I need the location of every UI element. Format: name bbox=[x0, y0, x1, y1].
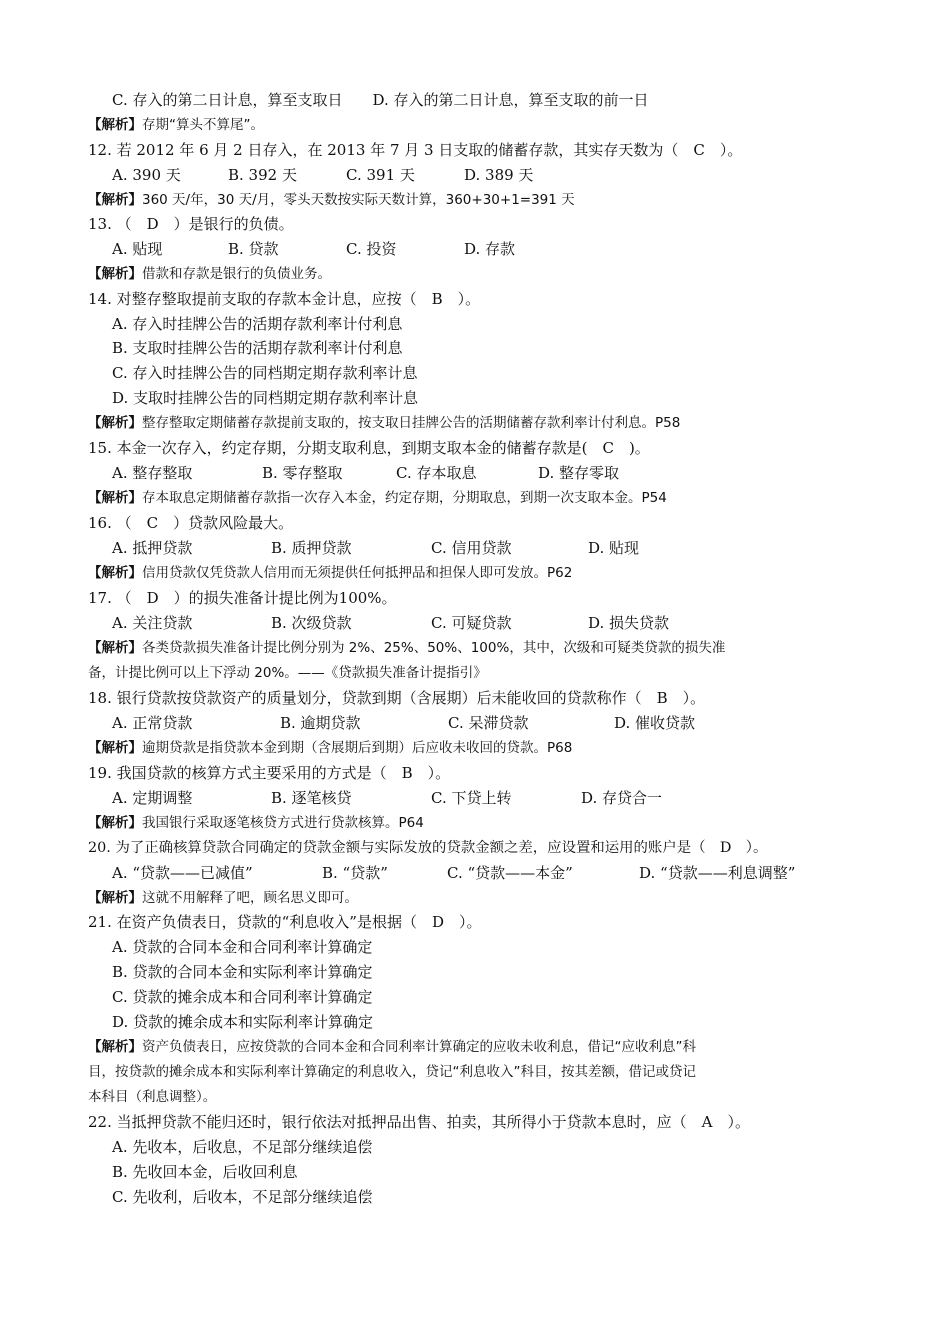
q12-options bbox=[112, 163, 902, 187]
q20-explanation: 【解析】这就不用解释了吧，顾名思义即可。 bbox=[88, 890, 358, 906]
option-d: D. 存款 bbox=[464, 240, 516, 258]
q18-options bbox=[112, 711, 902, 735]
option-c: C. “贷款——本金” bbox=[447, 864, 573, 882]
q17-explanation-cont: 备，计提比例可以上下浮动 20%。——《贷款损失准备计提指引》 bbox=[88, 665, 487, 681]
q11-explanation: 【解析】存期“算头不算尾”。 bbox=[88, 117, 264, 133]
q13-options bbox=[112, 237, 902, 261]
q14-option-a: A. 存入时挂牌公告的活期存款利率计付利息 bbox=[112, 315, 403, 333]
option-a: A. 整存整取 bbox=[112, 464, 193, 482]
q21-stem: 21. 在资产负债表日，贷款的“利息收入”是根据（ D ）。 bbox=[88, 913, 482, 931]
option-b: B. 392 天 bbox=[228, 166, 297, 184]
q18-explanation: 【解析】逾期贷款是指贷款本金到期（含展期后到期）后应收未收回的贷款。P68 bbox=[88, 740, 573, 756]
q16-explanation: 【解析】信用贷款仅凭贷款人信用而无须提供任何抵押品和担保人即可发放。P62 bbox=[88, 565, 573, 581]
q14-option-b: B. 支取时挂牌公告的活期存款利率计付利息 bbox=[112, 339, 403, 357]
q16-options bbox=[112, 536, 902, 560]
q19-explanation: 【解析】我国银行采取逐笔核贷方式进行贷款核算。P64 bbox=[88, 815, 424, 831]
q17-explanation: 【解析】各类贷款损失准备计提比例分别为 2%、25%、50%、100%，其中，次级和可疑类贷款的损失准 bbox=[88, 640, 726, 656]
option-b: B. 逾期贷款 bbox=[280, 714, 361, 732]
q21-option-d: D. 贷款的摊余成本和实际利率计算确定 bbox=[112, 1013, 374, 1031]
option-a: A. “贷款——已减值” bbox=[112, 864, 253, 882]
q14-explanation: 【解析】整存整取定期储蓄存款提前支取的，按支取日挂牌公告的活期储蓄存款利率计付利息。P58 bbox=[88, 415, 681, 431]
q22-stem: 22. 当抵押贷款不能归还时，银行依法对抵押品出售、拍卖，其所得小于贷款本息时，应（ A ）。 bbox=[88, 1113, 750, 1131]
q12-stem: 12. 若 2012 年 6 月 2 日存入，在 2013 年 7 月 3 日支取的储蓄存款，其实存天数为（ C ）。 bbox=[88, 141, 743, 159]
option-b: B. 逐笔核贷 bbox=[271, 789, 352, 807]
option-c: C. 391 天 bbox=[346, 166, 415, 184]
q16-stem: 16. （ C ）贷款风险最大。 bbox=[88, 514, 294, 532]
q22-option-c: C. 先收利，后收本，不足部分继续追偿 bbox=[112, 1188, 373, 1206]
q13-explanation: 【解析】借款和存款是银行的负债业务。 bbox=[88, 266, 331, 282]
q21-option-c: C. 贷款的摊余成本和合同利率计算确定 bbox=[112, 988, 373, 1006]
q21-option-a: A. 贷款的合同本金和合同利率计算确定 bbox=[112, 938, 373, 956]
q14-stem: 14. 对整存整取提前支取的存款本金计息，应按（ B ）。 bbox=[88, 290, 481, 308]
option-d: D. 贴现 bbox=[588, 539, 640, 557]
option-b: B. 次级贷款 bbox=[271, 614, 352, 632]
option-c: C. 呆滞贷款 bbox=[448, 714, 529, 732]
option-b: B. 质押贷款 bbox=[271, 539, 352, 557]
q14-option-d: D. 支取时挂牌公告的同档期定期存款利率计息 bbox=[112, 389, 419, 407]
option-c: C. 投资 bbox=[346, 240, 397, 258]
q22-option-b: B. 先收回本金，后收回利息 bbox=[112, 1163, 298, 1181]
option-c: C. 存本取息 bbox=[396, 464, 477, 482]
q19-stem: 19. 我国贷款的核算方式主要采用的方式是（ B ）。 bbox=[88, 764, 451, 782]
q13-stem: 13. （ D ）是银行的负债。 bbox=[88, 215, 294, 233]
q11-options-cd: C. 存入的第二日计息，算至支取日 D. 存入的第二日计息，算至支取的前一日 bbox=[112, 91, 649, 109]
q14-option-c: C. 存入时挂牌公告的同档期定期存款利率计息 bbox=[112, 364, 418, 382]
q15-explanation: 【解析】存本取息定期储蓄存款指一次存入本金，约定存期，分期取息，到期一次支取本金。P54 bbox=[88, 490, 667, 506]
option-a: A. 贴现 bbox=[112, 240, 163, 258]
option-a: A. 定期调整 bbox=[112, 789, 193, 807]
q15-options bbox=[112, 461, 902, 485]
q12-explanation: 【解析】360 天/年，30 天/月，零头天数按实际天数计算，360+30+1=391 天 bbox=[88, 192, 575, 208]
q21-option-b: B. 贷款的合同本金和实际利率计算确定 bbox=[112, 963, 373, 981]
explanation-tag: 【解析】 bbox=[88, 117, 142, 133]
option-a: A. 关注贷款 bbox=[112, 614, 193, 632]
option-d: D. 存贷合一 bbox=[581, 789, 663, 807]
q18-stem: 18. 银行贷款按贷款资产的质量划分，贷款到期（含展期）后未能收回的贷款称作（ B ）。 bbox=[88, 689, 706, 707]
q21-explanation-cont-1: 目，按贷款的摊余成本和实际利率计算确定的利息收入，贷记“利息收入”科目，按其差额，借记或贷记 bbox=[88, 1064, 696, 1080]
q21-explanation-cont-2: 本科目（利息调整）。 bbox=[88, 1089, 217, 1105]
q17-options bbox=[112, 611, 902, 635]
option-d: D. 389 天 bbox=[464, 166, 534, 184]
q17-stem: 17. （ D ）的损失准备计提比例为100%。 bbox=[88, 589, 397, 607]
option-c: C. 信用贷款 bbox=[431, 539, 512, 557]
q21-explanation: 【解析】资产负债表日，应按贷款的合同本金和合同利率计算确定的应收未收利息，借记“应收利息”科 bbox=[88, 1039, 696, 1055]
q22-option-a: A. 先收本，后收息，不足部分继续追偿 bbox=[112, 1138, 373, 1156]
option-d: D. 催收贷款 bbox=[614, 714, 696, 732]
option-a: A. 抵押贷款 bbox=[112, 539, 193, 557]
q20-stem: 20. 为了正确核算贷款合同确定的贷款金额与实际发放的贷款金额之差，应设置和运用的账户是（ D ）。 bbox=[88, 840, 768, 856]
option-d: D. “贷款——利息调整” bbox=[639, 864, 796, 882]
option-d: D. 损失贷款 bbox=[588, 614, 670, 632]
option-a: A. 正常贷款 bbox=[112, 714, 193, 732]
option-b: B. 零存整取 bbox=[262, 464, 343, 482]
option-c: C. 可疑贷款 bbox=[431, 614, 512, 632]
option-a: A. 390 天 bbox=[112, 166, 181, 184]
option-b: B. 贷款 bbox=[228, 240, 279, 258]
q20-options bbox=[112, 861, 902, 885]
q15-stem: 15. 本金一次存入，约定存期，分期支取利息，到期支取本金的储蓄存款是( C )。 bbox=[88, 439, 650, 457]
option-c: C. 下贷上转 bbox=[431, 789, 512, 807]
option-b: B. “贷款” bbox=[322, 864, 388, 882]
q19-options bbox=[112, 786, 902, 810]
option-d: D. 整存零取 bbox=[538, 464, 620, 482]
